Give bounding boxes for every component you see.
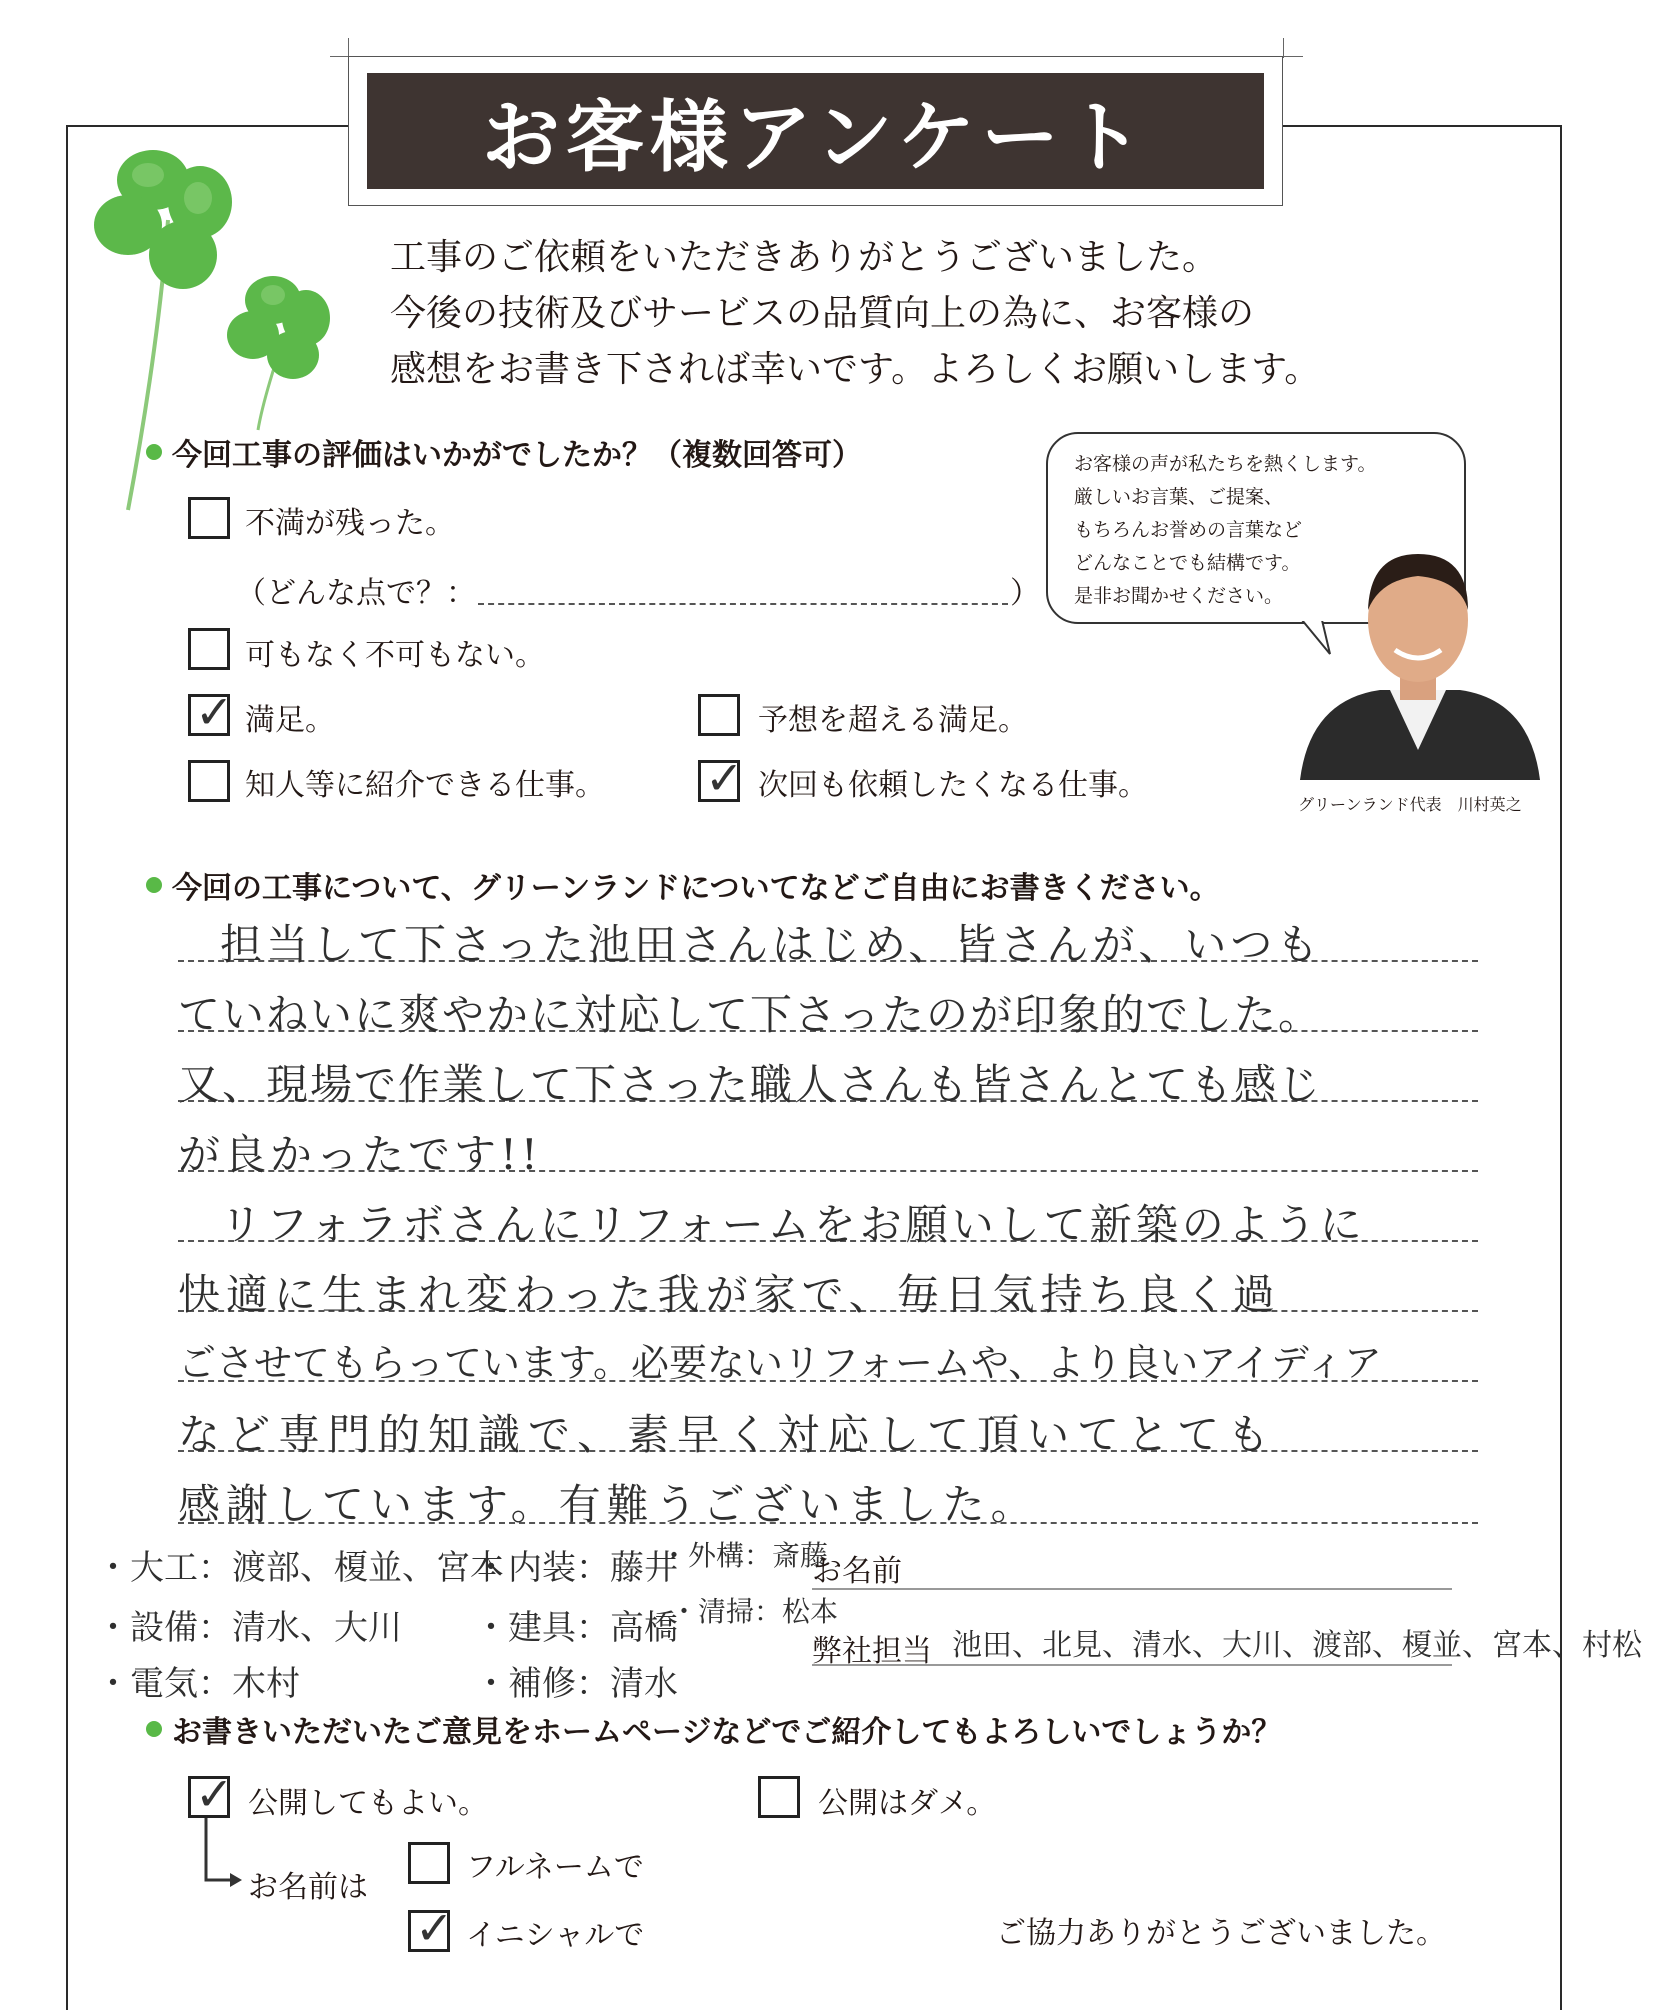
- staff-cleaning: ・清掃：松本: [670, 1595, 839, 1628]
- bullet-icon: [146, 877, 162, 893]
- crop-mark: [330, 56, 350, 57]
- checkbox-publish-ok[interactable]: [188, 1767, 234, 1821]
- dissatisfied-detail-label: （どんな点で？：: [236, 576, 476, 611]
- option-neutral: 可もなく不可もない。: [245, 638, 545, 673]
- name-label: お名前: [812, 1554, 902, 1589]
- page-title: お客様アンケート: [481, 93, 1150, 183]
- intro-line: 今後の技術及びサービスの品質向上の為に、お客様の: [390, 293, 1255, 334]
- staff-in-charge-names: 池田、北見、清水、大川、渡部、榎並、宮本、村松: [952, 1628, 1642, 1663]
- name-format-label: お名前は: [248, 1870, 368, 1905]
- question-3: [146, 1707, 1281, 1751]
- crop-mark: [348, 38, 349, 58]
- bullet-icon: [146, 444, 162, 460]
- staff-carpenter: ・大工：渡部、榎並、宮本: [96, 1548, 504, 1588]
- bubble-line: どんなことでも結構です。: [1074, 552, 1301, 574]
- handwritten-line: ごさせてもらっています。必要ないリフォームや、より良いアイディア: [178, 1341, 1382, 1385]
- staff-repair: ・補修：清水: [474, 1664, 678, 1704]
- staff-exterior: ・外構：斎藤: [660, 1539, 829, 1572]
- question-3-label: お書きいただいたご意見をホームページなどでご紹介してもよろしいでしょうか？: [172, 1715, 1282, 1750]
- intro-line: 感想をお書き下されば幸いです。よろしくお願いします。: [390, 349, 1321, 390]
- title-box: [348, 56, 1283, 206]
- staff-in-charge-field: [812, 1664, 1452, 1666]
- option-initial: イニシャルで: [466, 1918, 645, 1953]
- bubble-line: 是非お聞かせください。: [1074, 585, 1284, 607]
- question-1: [146, 430, 862, 474]
- handwritten-line: ていねいに爽やかに対応して下さったのが印象的でした。: [178, 990, 1323, 1039]
- handwritten-line: が良かったです!!: [178, 1130, 542, 1179]
- option-satisfied: 満足。: [245, 703, 335, 738]
- bullet-icon: [146, 1721, 162, 1737]
- representative-photo: [1290, 540, 1546, 780]
- checkbox-dissatisfied[interactable]: [188, 497, 230, 539]
- check-mark-icon: ✓: [195, 685, 234, 739]
- name-field[interactable]: [812, 1588, 1452, 1590]
- intro-line: 工事のご依頼をいただきありがとうございました。: [390, 237, 1219, 278]
- checkbox-recommendable[interactable]: [188, 760, 230, 802]
- check-mark-icon: ✓: [195, 1767, 234, 1821]
- staff-fittings: ・建具：高橋: [474, 1608, 678, 1648]
- handwritten-line: リフォラボさんにリフォームをお願いして新築のように: [220, 1200, 1366, 1249]
- staff-equipment: ・設備：清水、大川: [96, 1608, 402, 1648]
- representative-caption: グリーンランド代表 川村英之: [1298, 795, 1522, 814]
- branch-arrow-icon: [196, 1818, 246, 1890]
- intro-text: [390, 230, 1320, 398]
- handwritten-line: 又、現場で作業して下さった職人さんも皆さんとても感じ: [178, 1060, 1323, 1109]
- crop-mark: [1283, 38, 1284, 58]
- bubble-line: 厳しいお言葉、ご提案、: [1074, 486, 1284, 508]
- option-full-name: フルネームで: [466, 1850, 644, 1885]
- handwritten-line: など専門的知識で、素早く対応して頂いてとても: [178, 1410, 1278, 1459]
- crop-mark: [1283, 56, 1303, 57]
- handwritten-line: 感謝しています。有難うございました。: [178, 1480, 1039, 1529]
- option-dissatisfied: 不満が残った。: [245, 506, 455, 541]
- checkbox-request-again[interactable]: [698, 751, 744, 805]
- bubble-line: お客様の声が私たちを熱くします。: [1074, 453, 1377, 475]
- title-banner: [367, 73, 1264, 189]
- option-publish-ng: 公開はダメ。: [818, 1786, 997, 1821]
- checkbox-neutral[interactable]: [188, 628, 230, 670]
- checkbox-full-name[interactable]: [408, 1842, 450, 1884]
- option-publish-ok: 公開してもよい。: [248, 1786, 488, 1821]
- checkbox-initial[interactable]: [408, 1901, 454, 1955]
- question-2-label: 今回の工事について、グリーンランドについてなどご自由にお書きください。: [172, 871, 1220, 906]
- question-1-label: 今回工事の評価はいかがでしたか？（複数回答可）: [172, 438, 862, 473]
- question-2: [146, 863, 1220, 907]
- dissatisfied-detail-field[interactable]: [478, 603, 1008, 605]
- handwritten-line: 快適に生まれ変わった我が家で、毎日気持ち良く過: [178, 1270, 1281, 1319]
- staff-in-charge-label: 弊社担当: [812, 1634, 932, 1669]
- check-mark-icon: ✓: [705, 751, 744, 805]
- staff-interior: ・内装：藤井: [474, 1548, 678, 1588]
- checkbox-beyond-expectations[interactable]: [698, 694, 740, 736]
- checkbox-satisfied[interactable]: [188, 685, 234, 739]
- option-beyond-expectations: 予想を超える満足。: [758, 703, 1028, 738]
- option-request-again: 次回も依頼したくなる仕事。: [758, 768, 1148, 803]
- handwritten-line: 担当して下さった池田さんはじめ、皆さんが、いつも: [220, 920, 1323, 969]
- check-mark-icon: ✓: [415, 1901, 454, 1955]
- thanks-message: ご協力ありがとうございました。: [996, 1916, 1446, 1951]
- staff-electric: ・電気：木村: [96, 1664, 300, 1704]
- bubble-line: もちろんお誉めの言葉など: [1074, 519, 1303, 541]
- detail-close-paren: ）: [1010, 576, 1040, 611]
- checkbox-publish-ng[interactable]: [758, 1776, 800, 1818]
- option-recommendable: 知人等に紹介できる仕事。: [245, 768, 605, 803]
